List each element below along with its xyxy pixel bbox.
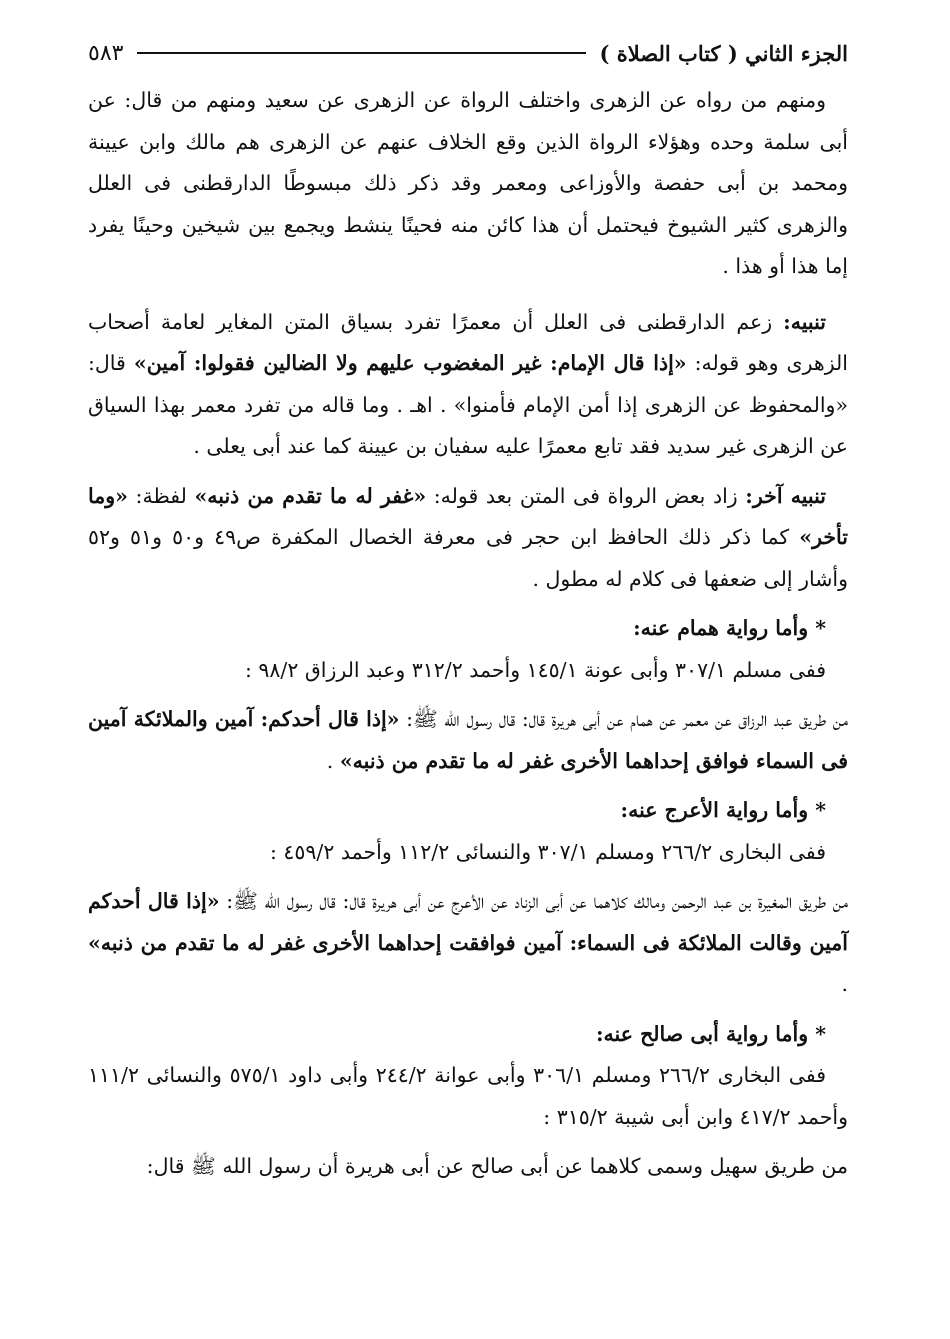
note-text-a: زاد بعض الرواة فى المتن بعد قوله: [426,483,746,508]
note-text-b: قال: «والمحفوظ عن الزهرى إذا أمن الإمام فأمنوا» . اهـ . وما قاله من تفرد معمر بهذا السياق عن الزهرى غير سديد فقد تابع معمرًا عليه سفيان بن عيينة كما عند أبى يعلى . [88,351,848,458]
sources-aaraj [88,832,848,874]
page-number: ٥٨٣ [88,40,124,66]
note-quote-2: «وما تأخر» [88,483,849,549]
asterisk-icon: * [815,1021,826,1046]
section-heading-text: وأما رواية همام عنه: [633,616,809,640]
note-quote: «إذا قال الإمام: غير المغضوب عليهم ولا الضالين فقولوا: آمين» [133,351,687,375]
note-text-a: زعم الدارقطنى فى العلل أن معمرًا تفرد بسياق المتن المغاير لعامة أصحاب الزهرى وهو قوله: [88,309,848,375]
sources-text: ففى البخارى ٢٦٦/٢ ومسلم ٣٠٧/١ والنسائى ١١٢/٢ وأحمد ٤٥٩/٢ : [269,839,826,864]
asterisk-icon: * [815,798,826,822]
sources-text: ففى مسلم ٣٠٧/١ وأبى عونة ١٤٥/١ وأحمد ٣١٢/٢ وعبد الرزاق ٩٨/٢ : [244,657,826,682]
chain-text: من طريق عبد الرزاق عن معمر عن همام عن أبى هريرة قال: قال رسول الله ﷺ: [399,707,849,731]
page-body [88,80,848,1188]
section-heading-text: وأما رواية أبى صالح عنه: [595,1021,809,1046]
section-heading-abu-salih [88,1014,848,1056]
note-text-c: كما ذكر ذلك الحافظ ابن حجر فى معرفة الخصال المكفرة ص٤٩ و٥٠ و٥١ و٥٢ وأشار إلى ضعفها فى كلام له مطول . [88,525,848,591]
chain-text: من طريق سهيل وسمى كلاهما عن أبى صالح عن أبى هريرة أن رسول الله ﷺ قال: [146,1154,848,1178]
header-rule [137,52,585,54]
hadith-end: . [841,972,848,996]
section-heading-hammam [88,608,848,650]
sources-hammam [88,650,848,692]
paragraph-text: ومنهم من رواه عن الزهرى واختلف الرواة عن الزهرى عن سعيد ومنهم من قال: عن أبى سلمة وحده وهؤلاء الرواة الذين وقع الخلاف عنهم عن الزهرى هم مالك وابن عيينة ومحمد بن أبى حفصة والأوزاعى ومعمر وقد ذكر ذلك مبسوطًا الدارقطنى فى العلل والزهرى كثير الشيوخ فيحتمل أن هذا كائن منه فحينًا ينشط ويجمع بين شيخين وحينًا يفرد إما هذا أو هذا . [88,88,848,278]
book-page [88,30,848,1196]
note-label: تنبيه: [783,309,826,334]
asterisk-icon: * [815,616,826,640]
chain-text: من طريق المغيرة بن عبد الرحمن ومالك كلاهما عن أبى الزناد عن الأعرج عن أبى هريرة قال: قال رسول الله ﷺ: [219,889,848,913]
hadith-end: . [326,748,340,773]
running-header [88,30,848,76]
section-heading-text: وأما رواية الأعرج عنه: [620,798,809,822]
book-part-title: الجزء الثاني ( كتاب الصلاة ) [599,40,848,66]
sources-text: ففى البخارى ٢٦٦/٢ ومسلم ٣٠٦/١ وأبى عوانة ٢٤٤/٢ وأبى داود ٥٧٥/١ والنسائى ١١١/٢ وأحمد ٤١٧/٢ وابن أبى شيبة ٣١٥/٢ : [88,1063,848,1129]
paragraph-note-2 [88,476,848,601]
paragraph-narrators [88,80,848,288]
note-label: تنبيه آخر: [745,483,826,508]
hadith-abu-salih [88,1146,848,1188]
sources-abu-salih [88,1055,848,1138]
note-text-b: لفظة: [127,483,195,508]
hadith-aaraj [88,881,848,1006]
hadith-text: «إذا قال أحدكم آمين وقالت الملائكة فى السماء: آمين فوافقت إحداهما الأخرى غفر له ما تقدم من ذنبه» [88,889,848,955]
note-quote: «غفر له ما تقدم من ذنبه» [194,483,427,508]
hadith-hammam [88,699,848,782]
hadith-text: «إذا قال أحدكم: آمين والملائكة آمين فى السماء فوافق إحداهما الأخرى غفر له ما تقدم من ذنبه» [88,707,848,773]
paragraph-note-1 [88,302,848,468]
section-heading-aaraj [88,790,848,832]
